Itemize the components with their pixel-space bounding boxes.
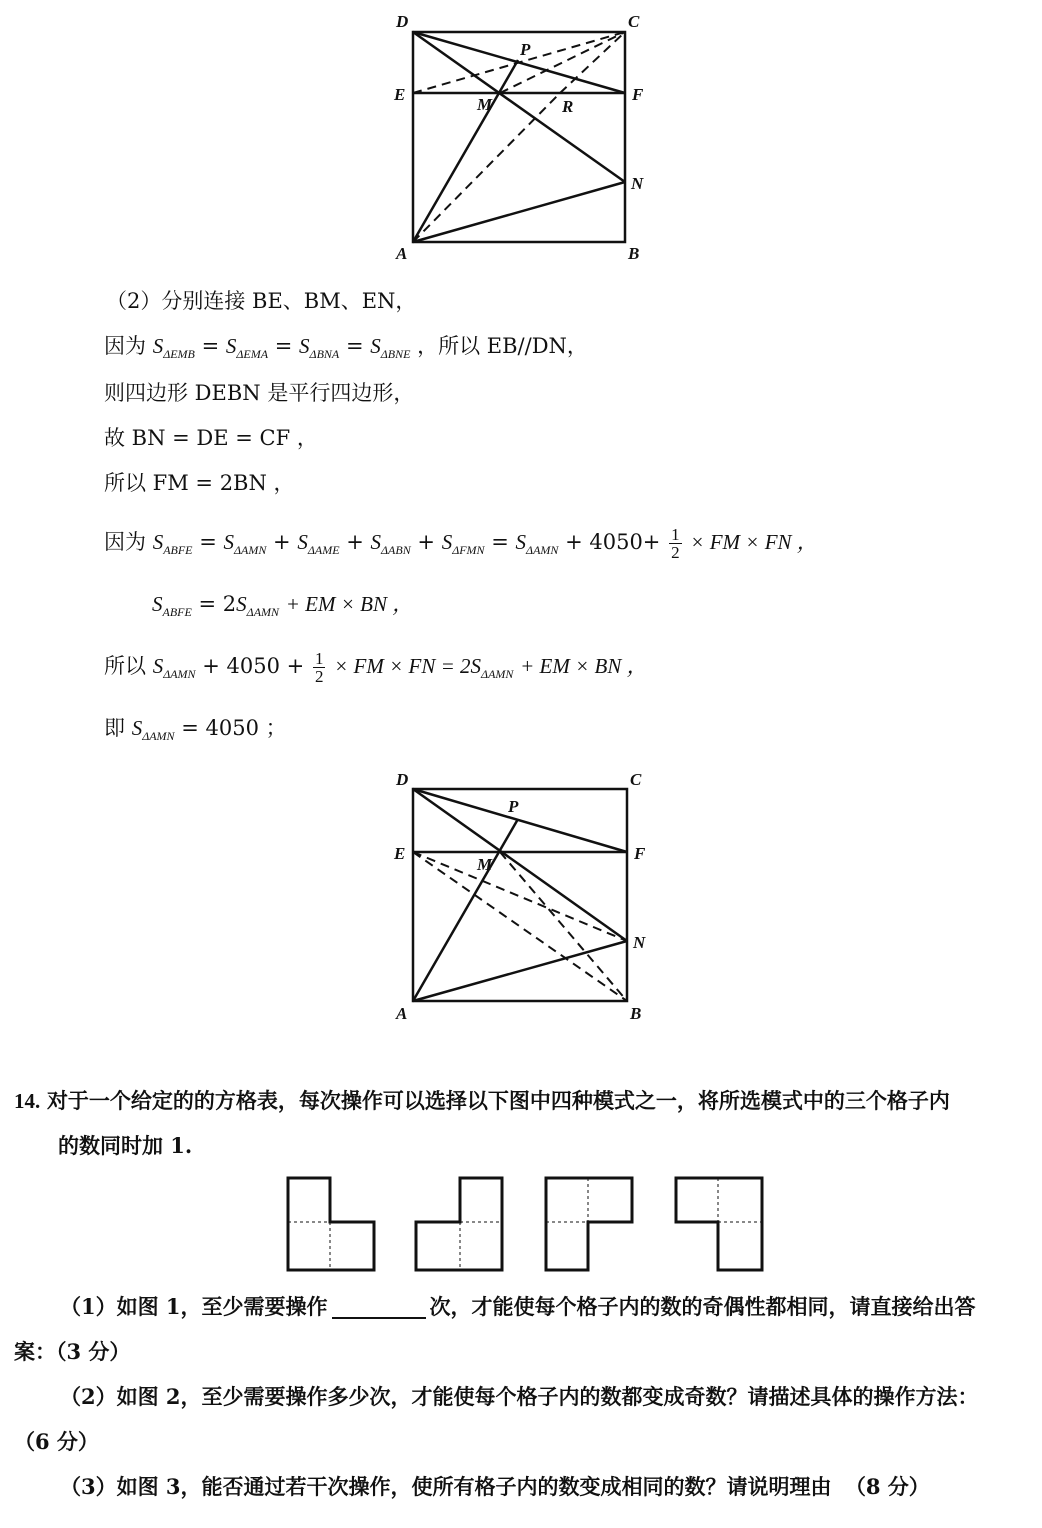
area-equality-line: 因为 $S_{\Delta EMB} = S_{\Delta EMA} = S_{\Delta BNA} = S_{\Delta BNE}$ ，所以 EB//DN， <box>104 334 588 362</box>
pattern-3 <box>546 1178 632 1270</box>
label-n-2: N <box>633 933 646 952</box>
q14-part2: （2）如图 2，至少需要操作多少次，才能使每个格子内的数都变成奇数？请描述具体的操作方法： <box>60 1384 979 1409</box>
pattern-figures <box>280 1170 770 1280</box>
combined-equation-line: 所以 $S_{\Delta AMN} + 4050$ + $\frac{1}{2}$ × FM × FN = $2S_{\Delta AMN}$ + EM × BN ， <box>104 649 648 686</box>
pattern-2 <box>416 1178 502 1270</box>
label-m: M <box>477 95 493 114</box>
q14-part2-line2: （6 分） <box>14 1429 99 1454</box>
figure-2 <box>380 765 660 1030</box>
label-a: A <box>396 244 408 263</box>
label-b: B <box>628 244 640 263</box>
fraction-half-2: $\frac{1}{2}$ <box>314 649 324 686</box>
question-14-stem-line2: 的数同时加 1. <box>58 1133 193 1158</box>
q14-part3: （3）如图 3，能否通过若干次操作，使所有格子内的数变成相同的数？请说明理由 （8 分） <box>60 1474 930 1499</box>
label-r: R <box>562 97 574 116</box>
conclusion-line: 即 $S_{\Delta AMN} = 4050$ ； <box>104 716 287 744</box>
segment-an-2 <box>413 941 627 1001</box>
part2-title: （2）分别连接 BE、BM、EN， <box>106 289 417 313</box>
label-p-2: P <box>508 797 519 816</box>
label-m-2: M <box>477 855 493 874</box>
pattern-4 <box>676 1178 762 1270</box>
fraction-half: $\frac{1}{2}$ <box>671 525 680 562</box>
q14-part1: （1）如图 1，至少需要操作 次，才能使每个格子内的数的奇偶性都相同，请直接给出答 <box>60 1294 976 1319</box>
parallelogram-line: 则四边形 DEBN 是平行四边形， <box>104 381 415 405</box>
segment-dn <box>413 32 625 182</box>
label-e-2: E <box>394 844 406 863</box>
pattern-1 <box>288 1178 374 1270</box>
bn-equals-line: 故 BN = DE = CF ， <box>104 426 318 450</box>
label-d-2: D <box>396 770 409 789</box>
fm-equals-line: 所以 FM = 2BN ， <box>104 471 295 495</box>
segment-ap-2 <box>413 819 518 1001</box>
area-abfe-line: $S_{ABFE} = 2S_{\Delta AMN}$ + EM × BN ， <box>152 592 414 620</box>
segment-df-2 <box>413 789 627 852</box>
figure-1 <box>380 8 660 268</box>
question-14-stem: 14. 对于一个给定的的方格表，每次操作可以选择以下图中四种模式之一，将所选模式中的三个格子内 <box>14 1088 950 1113</box>
label-f: F <box>632 85 644 104</box>
area-sum-line: 因为 $S_{ABFE} = S_{\Delta AMN} + S_{\Delta AME} + S_{\Delta ABN} + S_{\Delta FMN} = S_{\Delta AMN} + 4050+$ $\frac{1}{2}$ × FM × FN ， <box>104 525 818 562</box>
dashed-eb <box>413 852 627 1001</box>
label-f-2: F <box>634 844 646 863</box>
label-d: D <box>396 12 409 31</box>
label-e: E <box>394 85 406 104</box>
q14-part1-line2: 案：（3 分） <box>14 1339 131 1364</box>
label-p: P <box>520 40 531 59</box>
answer-blank[interactable] <box>332 1297 426 1319</box>
segment-an <box>413 182 625 242</box>
label-n: N <box>631 174 644 193</box>
label-c: C <box>628 12 640 31</box>
label-c-2: C <box>630 770 642 789</box>
label-a-2: A <box>396 1004 408 1023</box>
label-b-2: B <box>630 1004 642 1023</box>
